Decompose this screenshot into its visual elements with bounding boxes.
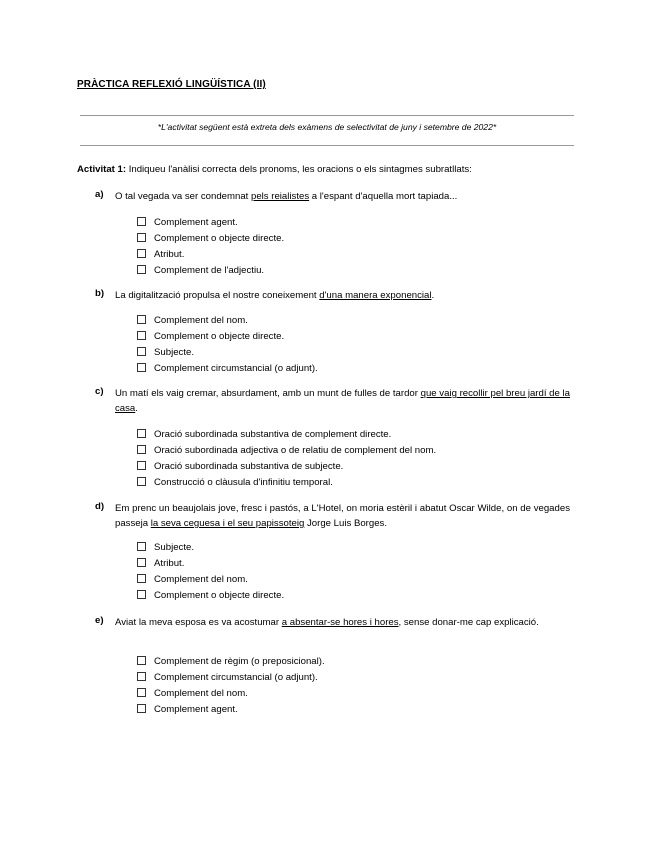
option[interactable]: Subjecte. [137, 540, 284, 556]
option[interactable]: Complement del nom. [137, 686, 325, 702]
checkbox[interactable] [137, 217, 146, 226]
options-a [137, 215, 284, 278]
option[interactable]: Complement del nom. [137, 313, 318, 329]
option[interactable]: Complement o objecte directe. [137, 587, 284, 603]
checkbox[interactable] [137, 445, 146, 454]
bottom-divider [80, 145, 574, 146]
question-stem: Un matí els vaig cremar, absurdament, amb un munt de fulles de tardor que vaig recollir pel breu jardí de la casa. [115, 388, 570, 414]
option[interactable]: Atribut. [137, 247, 284, 263]
checkbox[interactable] [137, 477, 146, 486]
option[interactable]: Construcció o clàusula d'infinitiu temporal. [137, 474, 436, 490]
options-c [137, 427, 436, 490]
question-letter: a) [95, 189, 104, 200]
option[interactable]: Oració subordinada substantiva de complement directe. [137, 427, 436, 443]
checkbox[interactable] [137, 542, 146, 551]
underlined-phrase: d'una manera exponencial [319, 290, 432, 301]
checkbox[interactable] [137, 249, 146, 258]
checkbox[interactable] [137, 429, 146, 438]
option[interactable]: Oració subordinada adjectiva o de relatiu de complement del nom. [137, 443, 436, 459]
option[interactable]: Complement de règim (o preposicional). [137, 654, 325, 670]
question-d [95, 501, 570, 531]
page-title: PRÀCTICA REFLEXIÓ LINGÜÍSTICA (II) [77, 79, 266, 90]
checkbox[interactable] [137, 688, 146, 697]
option[interactable]: Subjecte. [137, 345, 318, 361]
underlined-phrase: a absentar-se hores i hores [281, 617, 399, 628]
option[interactable]: Complement o objecte directe. [137, 329, 318, 345]
checkbox[interactable] [137, 558, 146, 567]
question-stem: O tal vegada va ser condemnat pels reialistes a l'espant d'aquella mort tapiada... [115, 191, 458, 202]
underlined-phrase: la seva ceguesa i el seu papissoteig [150, 518, 305, 529]
checkbox[interactable] [137, 315, 146, 324]
top-divider [80, 115, 574, 116]
checkbox[interactable] [137, 265, 146, 274]
checkbox[interactable] [137, 363, 146, 372]
activity-label: Activitat 1: [77, 164, 127, 175]
checkbox[interactable] [137, 656, 146, 665]
underlined-phrase: pels reialistes [251, 191, 310, 202]
question-stem: Em prenc un beaujolais jove, fresc i pastós, a L'Hotel, on moria estèril i abatut Oscar Wilde, on de vegades passeja la seva ceguesa i el seu papissoteig Jorge Luis Borges. [115, 503, 570, 529]
option[interactable]: Complement de l'adjectiu. [137, 262, 284, 278]
option[interactable]: Complement del nom. [137, 572, 284, 588]
question-a [95, 189, 570, 204]
question-b [95, 288, 570, 303]
question-stem: La digitalització propulsa el nostre coneixement d'una manera exponencial. [115, 290, 435, 301]
question-c [95, 386, 570, 416]
checkbox[interactable] [137, 331, 146, 340]
question-letter: d) [95, 501, 105, 512]
option[interactable]: Complement o objecte directe. [137, 231, 284, 247]
option[interactable]: Complement circumstancial (o adjunt). [137, 670, 325, 686]
activity-instruction: Indiqueu l'anàlisi correcta dels pronoms, les oracions o els sintagmes subratllats: [126, 164, 472, 175]
question-letter: e) [95, 615, 104, 626]
option[interactable]: Complement circumstancial (o adjunt). [137, 360, 318, 376]
checkbox[interactable] [137, 672, 146, 681]
source-note: *L'activitat següent està extreta dels exàmens de selectivitat de juny i setembre de 2022* [157, 122, 497, 132]
question-letter: b) [95, 288, 105, 299]
option[interactable]: Complement agent. [137, 215, 284, 231]
option[interactable]: Complement agent. [137, 701, 325, 717]
question-stem: Aviat la meva esposa es va acostumar a absentar-se hores i hores, sense donar-me cap explicació. [115, 617, 539, 628]
checkbox[interactable] [137, 590, 146, 599]
underlined-phrase: que vaig recollir pel breu jardí de la casa [115, 388, 570, 414]
option[interactable]: Atribut. [137, 556, 284, 572]
checkbox[interactable] [137, 233, 146, 242]
checkbox[interactable] [137, 347, 146, 356]
checkbox[interactable] [137, 704, 146, 713]
question-e [95, 615, 570, 630]
option[interactable]: Oració subordinada substantiva de subjecte. [137, 459, 436, 475]
activity-heading [77, 164, 472, 175]
question-letter: c) [95, 386, 104, 397]
checkbox[interactable] [137, 461, 146, 470]
options-b [137, 313, 318, 376]
options-d [137, 540, 284, 603]
checkbox[interactable] [137, 574, 146, 583]
options-e [137, 654, 325, 717]
